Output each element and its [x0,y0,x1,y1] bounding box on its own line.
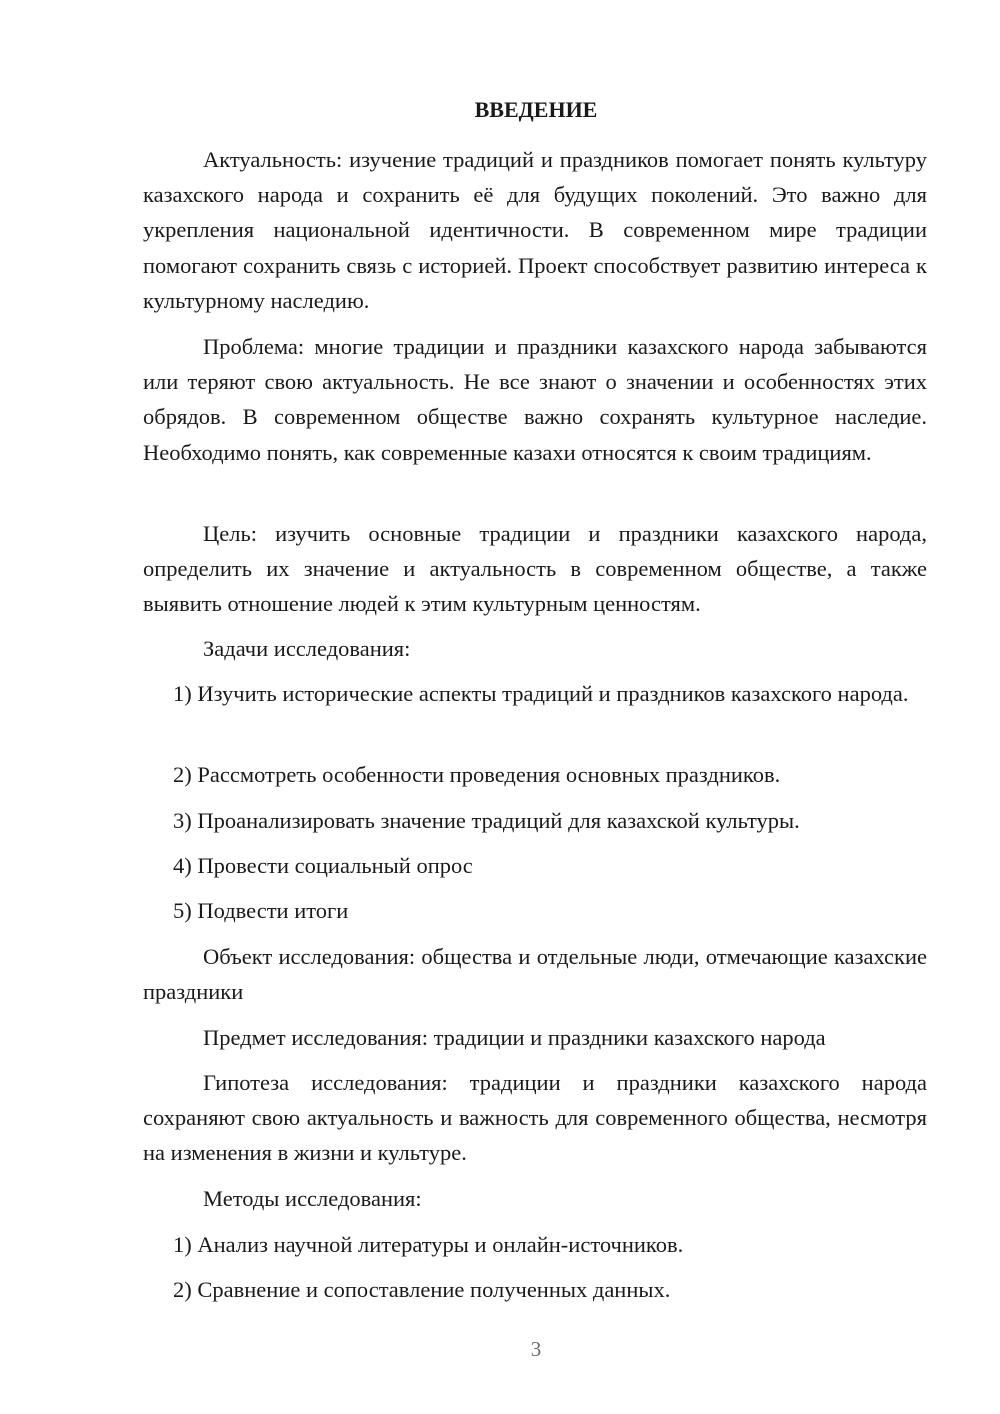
relevance-paragraph: Актуальность: изучение традиций и праздников помогает понять культуру казахского народа и сохранить её для будущих поколений. Это важно для укрепления национальной идентичности. В современном мире традиции помогают сохранить связь с историей. Проект способствует развитию интереса к культурному наследию. [143,147,927,313]
method-item: 1) Анализ научной литературы и онлайн-источников. [173,1232,684,1257]
page-title: ВВЕДЕНИЕ [474,97,598,122]
task-item: 3) Проанализировать значение традиций для казахской культуры. [173,808,800,833]
subject-paragraph: Предмет исследования: традиции и праздники казахского народа [203,1025,826,1050]
task-item: 2) Рассмотреть особенности проведения основных праздников. [173,762,781,787]
method-item: 2) Сравнение и сопоставление полученных данных. [173,1277,671,1302]
goal-paragraph: Цель: изучить основные традиции и праздники казахского народа, определить их значение и актуальность в современном обществе, а также выявить отношение людей к этим культурным ценностям. [143,521,927,617]
object-paragraph: Объект исследования: общества и отдельные люди, отмечающие казахские праздники [143,944,927,1005]
page-number: 3 [530,1337,542,1361]
hypothesis-paragraph: Гипотеза исследования: традиции и праздники казахского народа сохраняют свою актуальность и важность для современного общества, несмотря на изменения в жизни и культуре. [143,1070,927,1166]
methods-heading: Методы исследования: [203,1186,422,1211]
task-item: 1) Изучить исторические аспекты традиций и праздников казахского народа. [173,681,909,706]
tasks-heading: Задачи исследования: [203,636,411,661]
task-item: 5) Подвести итоги [173,898,349,923]
problem-paragraph: Проблема: многие традиции и праздники казахского народа забываются или теряют свою актуальность. Не все знают о значении и особенностях этих обрядов. В современном обществе важно сохранять культурное наследие. Необходимо понять, как современные казахи относятся к своим традициям. [143,334,927,465]
task-item: 4) Провести социальный опрос [173,853,473,878]
